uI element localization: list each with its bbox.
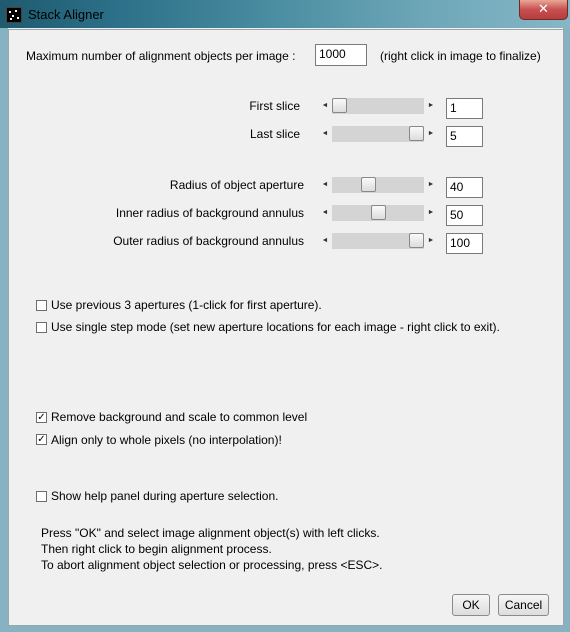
aperture-radius-label: Radius of object aperture bbox=[169, 178, 304, 192]
whole-pixels-checkbox[interactable]: ✓ bbox=[37, 434, 46, 445]
slider-right-arrow-icon[interactable]: ► bbox=[427, 130, 435, 137]
slider-left-arrow-icon[interactable]: ◄ bbox=[321, 102, 329, 109]
help-panel-label[interactable]: Show help panel during aperture selection. bbox=[51, 489, 279, 503]
first-slice-slider[interactable] bbox=[318, 98, 438, 114]
slider-thumb[interactable] bbox=[371, 205, 386, 220]
first-slice-input[interactable]: 1 bbox=[446, 98, 483, 119]
close-button[interactable]: ✕ bbox=[519, 0, 568, 20]
inner-annulus-input[interactable]: 50 bbox=[446, 205, 483, 226]
slider-right-arrow-icon[interactable]: ► bbox=[427, 102, 435, 109]
aperture-radius-slider[interactable] bbox=[318, 177, 438, 193]
outer-annulus-label: Outer radius of background annulus bbox=[113, 234, 304, 248]
window-title: Stack Aligner bbox=[28, 7, 104, 22]
window-frame-right bbox=[563, 28, 570, 632]
aperture-radius-input[interactable]: 40 bbox=[446, 177, 483, 198]
slider-thumb[interactable] bbox=[409, 126, 424, 141]
single-step-checkbox[interactable] bbox=[36, 322, 47, 333]
remove-background-label[interactable]: Remove background and scale to common level bbox=[51, 410, 308, 424]
slider-track[interactable] bbox=[332, 233, 424, 249]
max-objects-input[interactable]: 1000 bbox=[315, 44, 367, 66]
inner-annulus-label: Inner radius of background annulus bbox=[115, 206, 304, 220]
help-panel-checkbox[interactable] bbox=[36, 491, 47, 502]
instruction-line: Then right click to begin alignment process. bbox=[41, 542, 272, 556]
max-objects-note: (right click in image to finalize) bbox=[380, 49, 541, 63]
last-slice-label: Last slice bbox=[249, 127, 300, 141]
window-frame-bottom bbox=[0, 625, 570, 632]
ok-button[interactable]: OK bbox=[452, 594, 490, 616]
whole-pixels-label[interactable]: Align only to whole pixels (no interpolation)! bbox=[51, 433, 282, 447]
slider-right-arrow-icon[interactable]: ► bbox=[427, 209, 435, 216]
slider-right-arrow-icon[interactable]: ► bbox=[427, 181, 435, 188]
window-frame-left bbox=[0, 28, 8, 632]
slider-track[interactable] bbox=[332, 177, 424, 193]
slider-left-arrow-icon[interactable]: ◄ bbox=[321, 181, 329, 188]
slider-left-arrow-icon[interactable]: ◄ bbox=[321, 209, 329, 216]
cancel-button[interactable]: Cancel bbox=[498, 594, 549, 616]
slider-left-arrow-icon[interactable]: ◄ bbox=[321, 237, 329, 244]
slider-thumb[interactable] bbox=[361, 177, 376, 192]
previous-apertures-checkbox[interactable] bbox=[36, 300, 47, 311]
remove-background-checkbox[interactable]: ✓ bbox=[37, 412, 46, 423]
last-slice-slider[interactable] bbox=[318, 126, 438, 142]
slider-track[interactable] bbox=[332, 126, 424, 142]
instruction-line: Press "OK" and select image alignment object(s) with left clicks. bbox=[41, 526, 380, 540]
slider-left-arrow-icon[interactable]: ◄ bbox=[321, 130, 329, 137]
title-bar[interactable] bbox=[0, 0, 570, 28]
slider-thumb[interactable] bbox=[409, 233, 424, 248]
inner-annulus-slider[interactable] bbox=[318, 205, 438, 221]
instruction-line: To abort alignment object selection or processing, press <ESC>. bbox=[41, 558, 383, 572]
slider-track[interactable] bbox=[332, 98, 424, 114]
outer-annulus-slider[interactable] bbox=[318, 233, 438, 249]
outer-annulus-input[interactable]: 100 bbox=[446, 233, 483, 254]
slider-track[interactable] bbox=[332, 205, 424, 221]
slider-thumb[interactable] bbox=[332, 98, 347, 113]
max-objects-label: Maximum number of alignment objects per image : bbox=[26, 49, 296, 63]
first-slice-label: First slice bbox=[249, 99, 300, 113]
single-step-label[interactable]: Use single step mode (set new aperture locations for each image - right click to exit). bbox=[51, 320, 500, 334]
last-slice-input[interactable]: 5 bbox=[446, 126, 483, 147]
previous-apertures-label[interactable]: Use previous 3 apertures (1-click for first aperture). bbox=[51, 298, 322, 312]
slider-right-arrow-icon[interactable]: ► bbox=[427, 237, 435, 244]
app-icon bbox=[6, 7, 22, 23]
